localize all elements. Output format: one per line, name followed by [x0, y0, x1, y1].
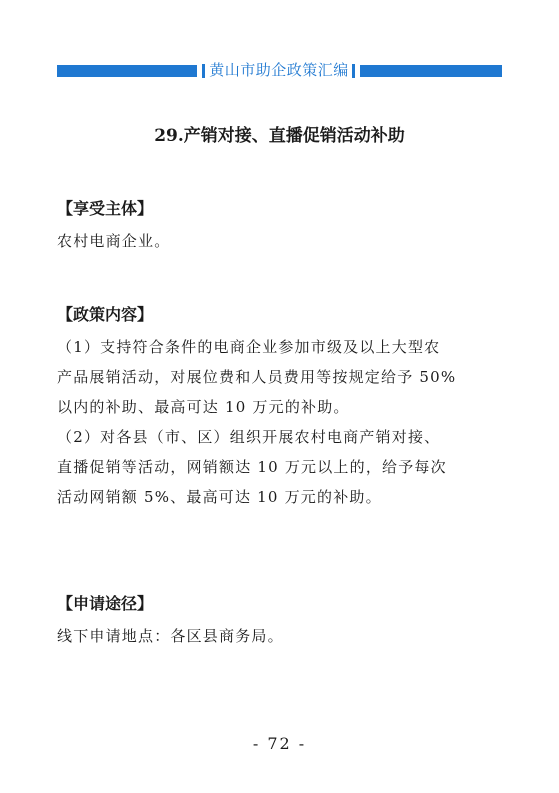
section-policy-content: [57, 304, 502, 512]
section-application-route: [57, 593, 502, 651]
section-paragraph: （2）对各县（市、区）组织开展农村电商产销对接、: [57, 428, 441, 446]
banner-title: 黄山市助企政策汇编: [209, 61, 349, 79]
page-number: - 72 -: [252, 734, 307, 753]
section-paragraph: 线下申请地点：各区县商务局。: [57, 627, 284, 645]
section-heading: 【申请途径】: [57, 594, 154, 613]
section-paragraph: 产品展销活动，对展位费和人员费用等按规定给予 50%: [57, 368, 457, 386]
section-paragraph: 活动网销额 5%、最高可达 10 万元的补助。: [57, 488, 382, 506]
section-paragraph: 农村电商企业。: [57, 232, 171, 250]
article-title: 29.产销对接、直播促销活动补助: [154, 126, 405, 146]
section-eligible-subject: [57, 198, 502, 256]
header-banner: [57, 63, 502, 79]
section-paragraph: 直播促销等活动，网销额达 10 万元以上的，给予每次: [57, 458, 447, 476]
section-heading: 【政策内容】: [57, 305, 154, 324]
banner-divider-right: [352, 64, 355, 78]
section-heading: 【享受主体】: [57, 199, 154, 218]
banner-divider-left: [202, 64, 205, 78]
banner-bar-left: [57, 65, 197, 77]
section-paragraph: 以内的补助、最高可达 10 万元的补助。: [57, 398, 350, 416]
banner-bar-right: [360, 65, 502, 77]
section-paragraph: （1）支持符合条件的电商企业参加市级及以上大型农: [57, 338, 441, 356]
